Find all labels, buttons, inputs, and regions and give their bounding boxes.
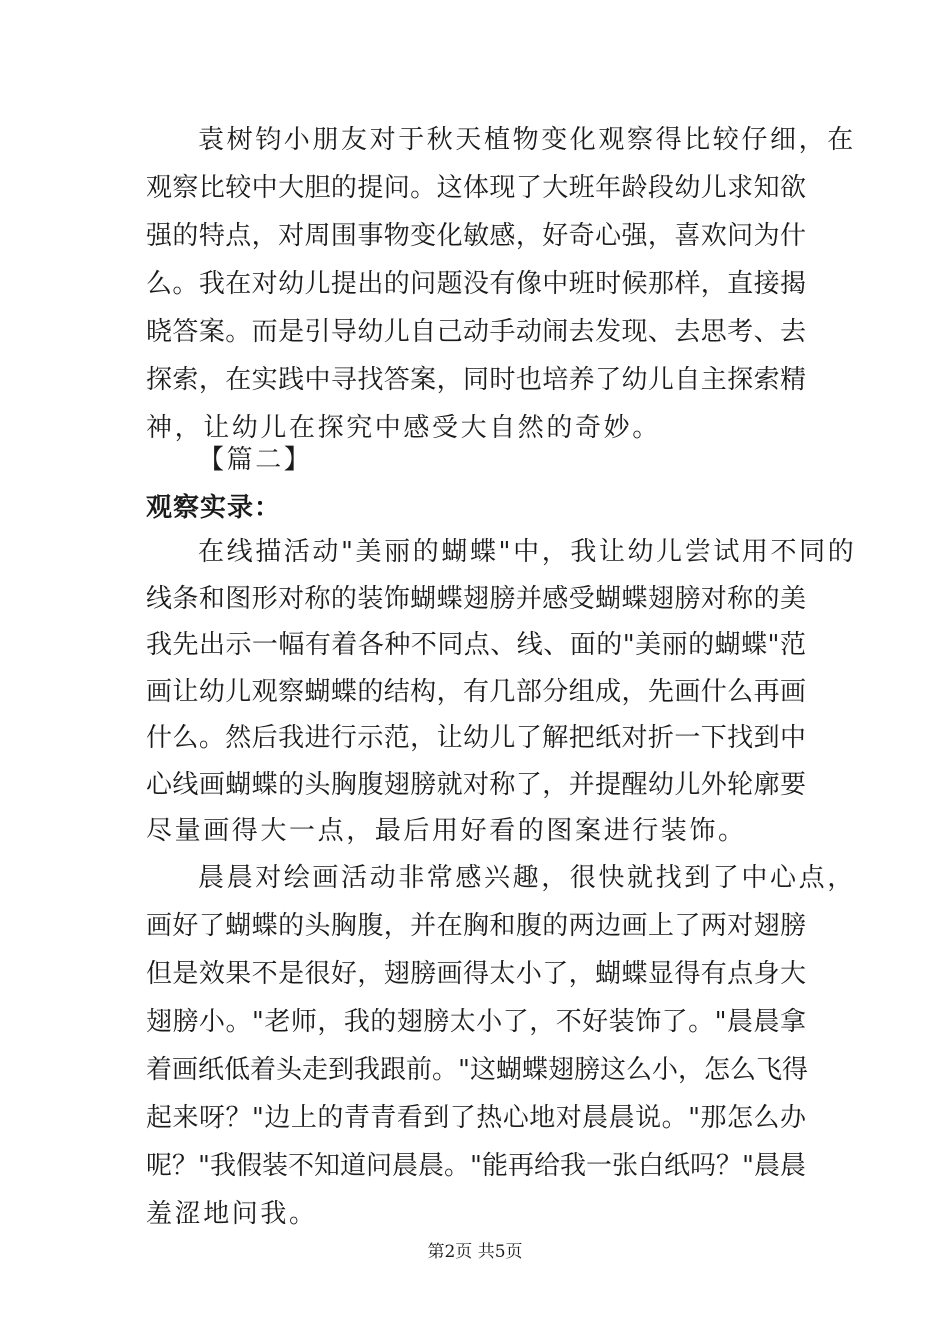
paragraph-line: 神，让幼儿在探究中感受大自然的奇妙。 — [146, 413, 661, 443]
paragraph-line: 但是效果不是很好，翅膀画得太小了，蝴蝶显得有点身大 — [146, 959, 806, 989]
section-title: 【篇二】 — [198, 445, 313, 475]
paragraph-line: 翅膀小。"老师，我的翅膀太小了，不好装饰了。"晨晨拿 — [146, 1007, 806, 1037]
paragraph-line: 线条和图形对称的装饰蝴蝶翅膀并感受蝴蝶翅膀对称的美 — [146, 583, 806, 614]
paragraph-line: 在线描活动"美丽的蝴蝶"中，我让幼儿尝试用不同的 — [198, 537, 857, 567]
paragraph-line: 画好了蝴蝶的头胸腹，并在胸和腹的两边画上了两对翅膀 — [146, 911, 806, 941]
paragraph-line: 呢？"我假装不知道问晨晨。"能再给我一张白纸吗？"晨晨 — [146, 1151, 806, 1181]
paragraph-line: 么。我在对幼儿提出的问题没有像中班时候那样，直接揭 — [146, 269, 806, 299]
paragraph-line: 起来呀？"边上的青青看到了热心地对晨晨说。"那怎么办 — [146, 1103, 806, 1133]
paragraph-line: 什么。然后我进行示范，让幼儿了解把纸对折一下找到中 — [146, 723, 806, 753]
paragraph-line: 我先出示一幅有着各种不同点、线、面的"美丽的蝴蝶"范 — [146, 630, 806, 660]
paragraph-line: 探索，在实践中寻找答案，同时也培养了幼儿自主探索精 — [146, 365, 806, 395]
paragraph-line-last: 羞涩地问我。 — [146, 1199, 318, 1229]
paragraph-line: 画让幼儿观察蝴蝶的结构，有几部分组成，先画什么再画 — [146, 676, 806, 707]
paragraph-line: 尽量画得大一点，最后用好看的图案进行装饰。 — [146, 816, 747, 846]
paragraph-line: 袁树钧小朋友对于秋天植物变化观察得比较仔细，在 — [198, 125, 856, 155]
paragraph-line: 心线画蝴蝶的头胸腹翅膀就对称了，并提醒幼儿外轮廓要 — [146, 769, 806, 800]
observation-heading: 观察实录： — [146, 493, 282, 523]
paragraph-line: 强的特点，对周围事物变化敏感，好奇心强，喜欢问为什 — [146, 221, 806, 251]
paragraph-line: 晓答案。而是引导幼儿自己动手动闹去发现、去思考、去 — [146, 317, 806, 347]
paragraph-line: 晨晨对绘画活动非常感兴趣，很快就找到了中心点， — [198, 863, 856, 893]
paragraph-line: 观察比较中大胆的提问。这体现了大班年龄段幼儿求知欲 — [146, 173, 806, 203]
paragraph-line: 着画纸低着头走到我跟前。"这蝴蝶翅膀这么小，怎么飞得 — [146, 1055, 808, 1085]
page-footer: 第2页 共5页 — [427, 1242, 523, 1262]
